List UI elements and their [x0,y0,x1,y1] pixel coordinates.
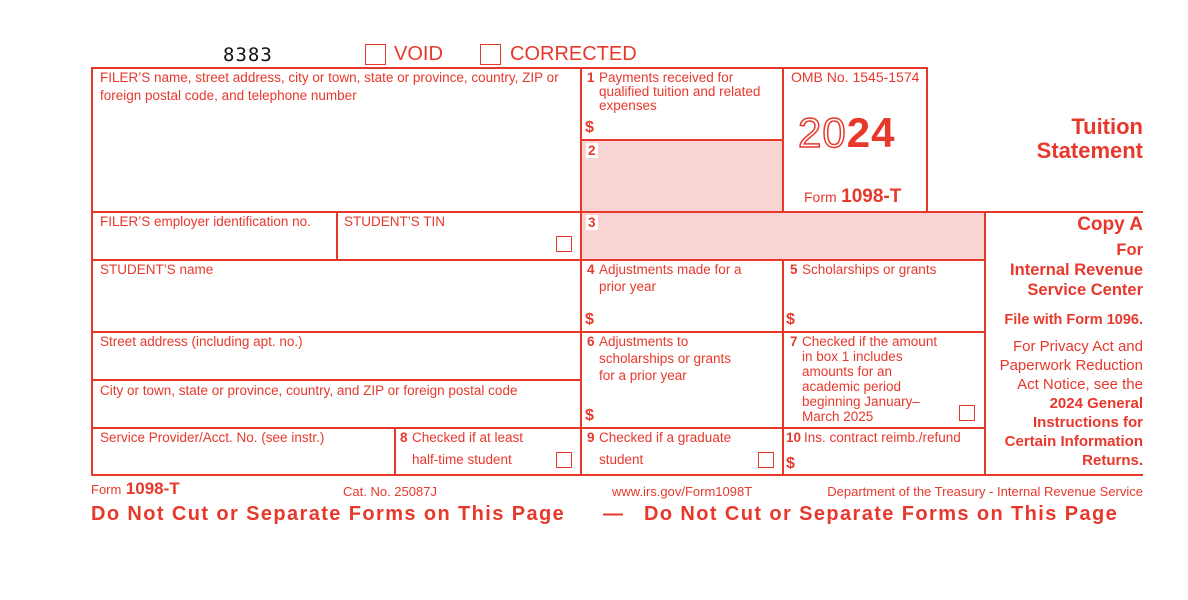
form-name: 1098-T [841,186,902,207]
box4-number: 4 [587,262,595,277]
student-name-label: STUDENT’S name [100,262,214,277]
department-label: Department of the Treasury - Internal Revenue Service [827,484,1143,499]
box5-dollar-sign: $ [786,311,795,328]
street-address-field[interactable] [94,352,578,377]
student-tin-label: STUDENT’S TIN [344,214,446,229]
box5-label: Scholarships or grants [802,262,937,277]
filer-ein-field[interactable] [94,232,334,258]
form-title-line1: Tuition [1071,114,1143,139]
rule-col-omb-right [926,67,928,213]
file-with-label: File with Form 1096. [1004,312,1143,328]
rule-col-copy [984,211,986,476]
box8-label-line2: half-time student [412,452,512,467]
city-label: City or town, state or province, country, and ZIP or foreign postal code [100,383,518,398]
box3-number: 3 [588,215,596,230]
box4-label-line2: prior year [599,279,657,294]
box7-label-line6: March 2025 [802,409,874,424]
box6-dollar-sign: $ [585,407,594,424]
form-title-line2: Statement [1036,138,1143,163]
box5-amount-field[interactable] [802,306,982,328]
box6-label-line2: scholarships or grants [599,351,732,366]
box2-number: 2 [588,143,596,158]
box6-number: 6 [587,334,595,349]
rule-box1-box2 [581,139,783,141]
corrected-checkbox[interactable] [480,44,501,65]
student-tin-checkbox[interactable] [556,236,572,252]
box7-number: 7 [790,334,798,349]
box9-label-line1: Checked if a graduate [599,430,732,445]
irs-website: www.irs.gov/Form1098T [612,484,753,499]
city-field[interactable] [94,400,578,425]
footer-form-label: Form [91,482,122,497]
rule-col-box5 [782,259,784,476]
catalog-number: Cat. No. 25087J [343,484,437,499]
box7-label-line3: amounts for an [802,364,893,379]
privacy-notice-line3: Act Notice, see the [1017,376,1143,393]
box10-label: Ins. contract reimb./refund [804,430,961,445]
form-label: Form [804,189,837,205]
filer-ein-label: FILER’S employer identification no. [100,214,311,229]
student-name-field[interactable] [94,280,578,329]
privacy-notice-line1: For Privacy Act and [1012,338,1143,355]
box7-label-line2: in box 1 includes [802,349,903,364]
box9-label-line2: student [599,452,644,467]
box1-dollar-sign: $ [585,119,594,136]
privacy-notice-line5: Instructions for [1032,414,1143,431]
do-not-cut-dash: — [603,503,625,525]
box2-shaded-area [582,140,782,211]
box10-number: 10 [786,430,802,445]
box8-label-line1: Checked if at least [412,430,524,445]
filer-name-label-line1: FILER’S name, street address, city or town, state or province, country, ZIP or [100,70,559,85]
privacy-notice-line6: Certain Information [1004,433,1143,450]
student-tin-field[interactable] [340,232,550,258]
void-label: VOID [394,43,443,65]
box7-label-line4: academic period [802,379,902,394]
do-not-cut-notice-left: Do Not Cut or Separate Forms on This Page [91,503,566,525]
corrected-label: CORRECTED [510,43,637,65]
rule-col-tin [336,211,338,261]
privacy-notice-line7: Returns. [1082,452,1143,469]
copy-a-label: Copy A [1077,214,1143,235]
service-provider-field[interactable] [94,448,392,472]
box6-amount-field[interactable] [600,402,780,424]
box10-dollar-sign: $ [786,455,795,472]
box6-label-line1: Adjustments to [599,334,689,349]
box1-label-line3: expenses [599,98,657,113]
service-provider-label: Service Provider/Acct. No. (see instr.) [100,430,325,445]
box4-amount-field[interactable] [600,306,780,328]
box9-number: 9 [587,430,595,445]
footer-form-name: 1098-T [125,479,180,498]
tax-year-prefix: 20 [798,109,847,156]
privacy-notice-line2: Paperwork Reduction [999,357,1143,374]
rule-col-mid [580,67,582,476]
tax-year-suffix: 24 [846,109,896,156]
irs-label-line2: Service Center [1027,281,1143,299]
form-id-block [804,186,901,208]
street-address-label: Street address (including apt. no.) [100,334,303,349]
form-id-number: 8383 [223,44,273,66]
tax-year [798,109,895,157]
privacy-notice-line4: 2024 General [1049,395,1143,412]
box4-label-line1: Adjustments made for a [599,262,742,277]
footer-form-id [91,479,180,499]
rule-left [91,67,93,476]
box3-shaded-area [582,212,984,259]
box5-number: 5 [790,262,798,277]
omb-number: OMB No. 1545-1574 [791,69,920,85]
box9-checkbox[interactable] [758,452,774,468]
box7-label-line1: Checked if the amount [802,334,938,349]
box4-dollar-sign: $ [585,311,594,328]
filer-name-label-line2: foreign postal code, and telephone number [100,88,357,103]
filer-name-field[interactable] [94,106,578,209]
copy-for-label: For [1116,241,1143,259]
box1-number: 1 [587,70,595,85]
box1-amount-field[interactable] [600,115,780,137]
box8-checkbox[interactable] [556,452,572,468]
do-not-cut-notice-right: Do Not Cut or Separate Forms on This Page [644,503,1119,525]
irs-label-line1: Internal Revenue [1010,261,1143,279]
rule-col-box8 [394,427,396,476]
rule-row4-top [91,331,985,333]
box8-number: 8 [400,430,408,445]
box7-label-line5: beginning January– [802,394,920,409]
box6-label-line3: for a prior year [599,368,687,383]
box10-amount-field[interactable] [802,450,980,472]
rule-city-top [91,379,582,381]
box1-label-line2: qualified tuition and related [599,84,761,99]
void-checkbox[interactable] [365,44,386,65]
box7-checkbox[interactable] [959,405,975,421]
rule-row5-top [91,427,985,429]
rule-col-omb [782,67,784,213]
box1-label-line1: Payments received for [599,70,734,85]
